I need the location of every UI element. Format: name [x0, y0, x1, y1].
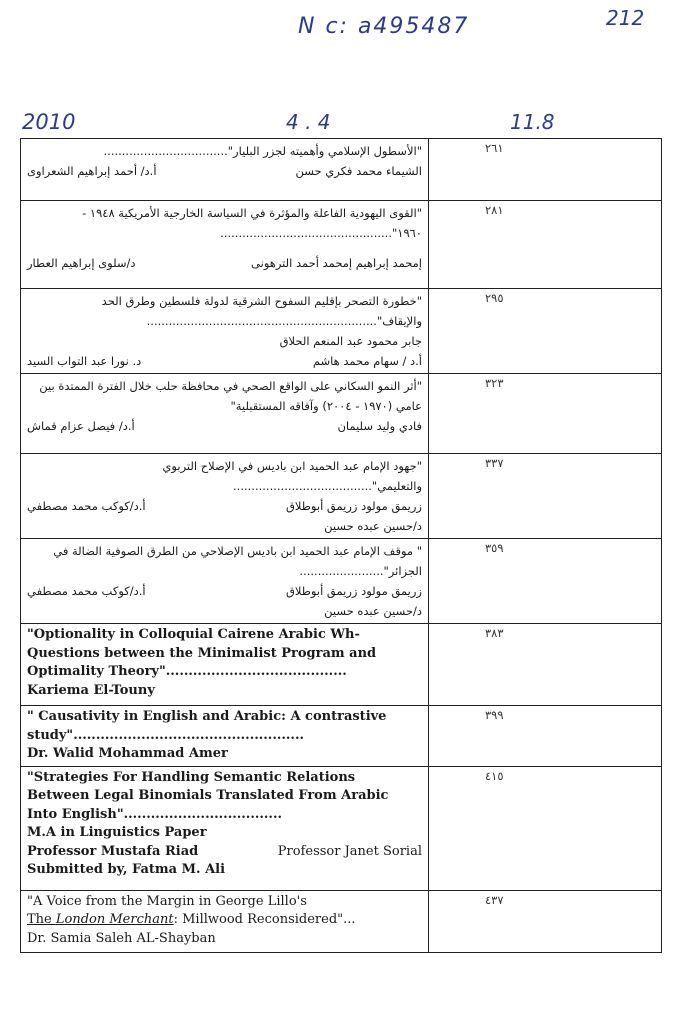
- handwritten-year: 2010: [22, 110, 76, 134]
- article-cell: [21, 374, 429, 454]
- article-cell: [21, 890, 429, 952]
- page-number: ٢٩٥: [429, 289, 662, 374]
- article-title: "Strategies For Handling Semantic Relations Between Legal Binomials Translated From Arabic Into English"...................................: [27, 769, 389, 822]
- table-row: [21, 624, 662, 706]
- article-supervisor: د/حسين عبده حسين: [324, 604, 422, 618]
- handwritten-page-number: 212: [606, 6, 645, 30]
- article-note: M.A in Linguistics Paper: [27, 825, 207, 840]
- page-number: ٤١٥: [429, 766, 662, 890]
- table-row: [21, 289, 662, 374]
- page-number: ٣٣٧: [429, 454, 662, 539]
- article-author: Submitted by, Fatma M. Ali: [27, 862, 226, 877]
- article-cell: [21, 539, 429, 624]
- article-author: Dr. Walid Mohammad Amer: [27, 746, 228, 761]
- article-authors: [27, 581, 422, 601]
- table-row: [21, 201, 662, 289]
- article-supervisor: أ.د / سهام محمد هاشم: [312, 354, 422, 368]
- page-number: ٢٦١: [429, 139, 662, 201]
- article-cell: [21, 289, 429, 374]
- article-professor: Professor Janet Sorial: [277, 843, 422, 859]
- article-authors: [27, 416, 422, 436]
- article-supervisor: أ.د/ أحمد إبراهيم الشعراوى: [27, 164, 157, 178]
- table-row: [21, 139, 662, 201]
- article-supervisor: د. نورا عبد التواب السيد: [27, 354, 142, 368]
- article-title: "أثر النمو السكاني على الواقع الصحي في محافظة حلب خلال الفترة الممتدة بين عامي (١٩٧٠ - ٢٠٠٤) وآفاقه المستقبلية": [39, 379, 422, 413]
- article-title: " Causativity in English and Arabic: A contrastive study"...................................................: [27, 709, 387, 743]
- page-number: ٢٨١: [429, 201, 662, 289]
- table-of-contents: [20, 138, 662, 953]
- article-supervisors: [27, 351, 422, 371]
- article-author: إمحمد إبراهيم إمحمد أحمد الترهونى: [251, 256, 422, 270]
- table-row: [21, 890, 662, 952]
- article-title-underlined: [27, 912, 174, 927]
- table-row: [21, 539, 662, 624]
- article-professors: [27, 843, 422, 862]
- article-professor: Professor Mustafa Riad: [27, 843, 199, 859]
- article-title-part: : Millwood Reconsidered"...: [173, 912, 356, 927]
- article-supervisor: أ.د/كوكب محمد مصطفي: [27, 499, 146, 513]
- article-author: جابر محمود عبد المنعم الحلاق: [279, 334, 422, 348]
- article-supervisor: د/حسين عبده حسين: [324, 519, 422, 533]
- article-author: Kariema El-Touny: [27, 682, 155, 698]
- table-row: [21, 454, 662, 539]
- page-number: ٣٢٣: [429, 374, 662, 454]
- article-authors: [27, 253, 422, 273]
- article-authors: [27, 161, 422, 181]
- handwritten-volume: 4 . 4: [286, 110, 331, 134]
- article-author: زريمق مولود زريمق أبوطلاق: [285, 584, 422, 598]
- article-title-part: "A Voice from the Margin in George Lillo's: [27, 893, 307, 909]
- article-cell: [21, 139, 429, 201]
- article-cell: [21, 706, 429, 767]
- page-number: ٣٥٩: [429, 539, 662, 624]
- accession-number: N c: a495487: [298, 14, 470, 39]
- table-row: [21, 374, 662, 454]
- article-supervisor: د/سلوى إبراهيم العطار: [27, 256, 136, 270]
- page-number: ٤٣٧: [429, 890, 662, 952]
- article-title-part: The: [27, 912, 56, 927]
- article-title-italic: London Merchant: [55, 912, 174, 927]
- table-row: [21, 766, 662, 890]
- article-author: الشيماء محمد فكري حسن: [295, 164, 422, 178]
- article-cell: [21, 454, 429, 539]
- article-author: فادي وليد سليمان: [337, 419, 422, 433]
- article-supervisor: أ.د/كوكب محمد مصطفي: [27, 584, 146, 598]
- handwritten-issue-number: 11.8: [510, 110, 555, 134]
- page-number: ٣٩٩: [429, 706, 662, 767]
- article-supervisor: أ.د/ فيصل عزام قماش: [27, 419, 135, 433]
- article-title: "خطورة التصحر بإقليم السفوح الشرقية لدولة فلسطين وطرق الحد والإيقاف"...............................................................: [101, 294, 422, 328]
- article-title: "جهود الإمام عبد الحميد ابن باديس في الإصلاح التربوي والتعليمي"......................................: [162, 459, 422, 493]
- article-authors: [27, 496, 422, 516]
- article-author: Dr. Samia Saleh AL-Shayban: [27, 930, 216, 946]
- article-title: "Optionality in Colloquial Cairene Arabic Wh-Questions between the Minimalist Program and Optimality Theory"........................................: [27, 627, 377, 679]
- article-cell: [21, 766, 429, 890]
- article-cell: [21, 201, 429, 289]
- article-title: "القوى اليهودية الفاعلة والمؤثرة في السياسة الخارجية الأمريكية ١٩٤٨ - ١٩٦٠"...............................................: [82, 206, 422, 240]
- page-number: ٣٨٣: [429, 624, 662, 706]
- article-title: "الأسطول الإسلامي وأهميته لجزر البليار"..................................: [103, 144, 422, 158]
- article-author: زريمق مولود زريمق أبوطلاق: [285, 499, 422, 513]
- article-title: [27, 893, 422, 930]
- article-cell: [21, 624, 429, 706]
- article-title: " موقف الإمام عبد الحميد ابن باديس الإصلاحي من الطرق الصوفية الضالة في الجزائر".......................: [53, 544, 422, 578]
- table-row: [21, 706, 662, 767]
